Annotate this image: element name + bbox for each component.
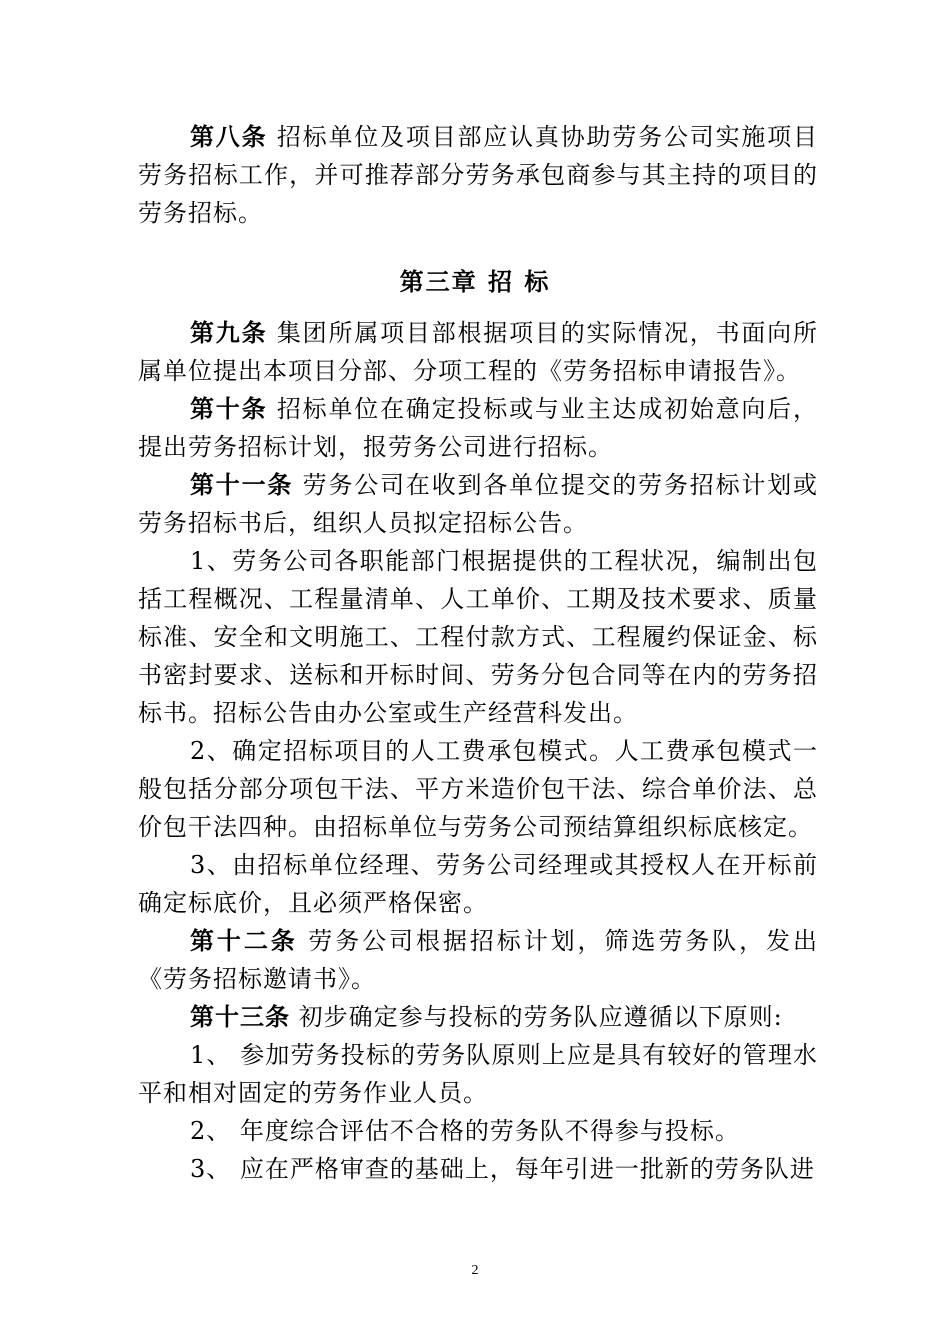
article-13-item-3: 3、 应在严格审查的基础上，每年引进一批新的劳务队进 (190, 1155, 815, 1183)
article-11-paragraph (138, 466, 818, 542)
page-number: 2 (471, 1263, 479, 1278)
article-13-label: 第十三条 (190, 1003, 290, 1031)
article-8-text: 招标单位及项目部应认真协助劳务公司实施项目劳务招标工作，并可推荐部分劳务承包商参与其主持的项目的劳务招标。 (138, 123, 818, 227)
article-10-paragraph (138, 390, 818, 466)
article-9-label: 第九条 (190, 319, 268, 347)
article-11-item-2: 2、确定招标项目的人工费承包模式。人工费承包模式一般包括分部分项包干法、平方米造价包干法、综合单价法、总价包干法四种。由招标单位与劳务公司预结算组织标底核定。 (138, 737, 818, 841)
article-13-item-1: 1、 参加劳务投标的劳务队原则上应是具有较好的管理水平和相对固定的劳务作业人员。 (138, 1041, 818, 1107)
article-10-text: 招标单位在确定投标或与业主达成初始意向后，提出劳务招标计划，报劳务公司进行招标。 (138, 395, 818, 461)
article-13-paragraph (138, 998, 818, 1036)
article-11-item-3: 3、由招标单位经理、劳务公司经理或其授权人在开标前确定标底价，且必须严格保密。 (138, 851, 818, 917)
article-13-text: 初步确定参与投标的劳务队应遵循以下原则: (290, 1003, 783, 1031)
article-12-text: 劳务公司根据招标计划，筛选劳务队，发出《劳务招标邀请书》。 (138, 927, 818, 993)
article-8-paragraph (138, 118, 818, 232)
chapter-heading: 第三章 招 标 (399, 268, 551, 296)
article-8-label: 第八条 (190, 123, 268, 151)
article-12-paragraph (138, 922, 818, 998)
article-10-label: 第十条 (190, 395, 268, 423)
article-11-label: 第十一条 (190, 471, 294, 499)
article-9-text: 集团所属项目部根据项目的实际情况，书面向所属单位提出本项目分部、分项工程的《劳务招标申请报告》。 (138, 319, 818, 385)
article-12-label: 第十二条 (190, 927, 298, 955)
article-9-paragraph (138, 314, 818, 390)
article-13-item-2: 2、 年度综合评估不合格的劳务队不得参与投标。 (190, 1117, 740, 1145)
article-11-text: 劳务公司在收到各单位提交的劳务招标计划或劳务招标书后，组织人员拟定招标公告。 (138, 471, 818, 537)
article-11-item-1: 1、劳务公司各职能部门根据提供的工程状况，编制出包括工程概况、工程量清单、人工单价、工期及技术要求、质量标准、安全和文明施工、工程付款方式、工程履约保证金、标书密封要求、送标和开标时间、劳务分包合同等在内的劳务招标书。招标公告由办公室或生产经营科发出。 (138, 547, 818, 727)
